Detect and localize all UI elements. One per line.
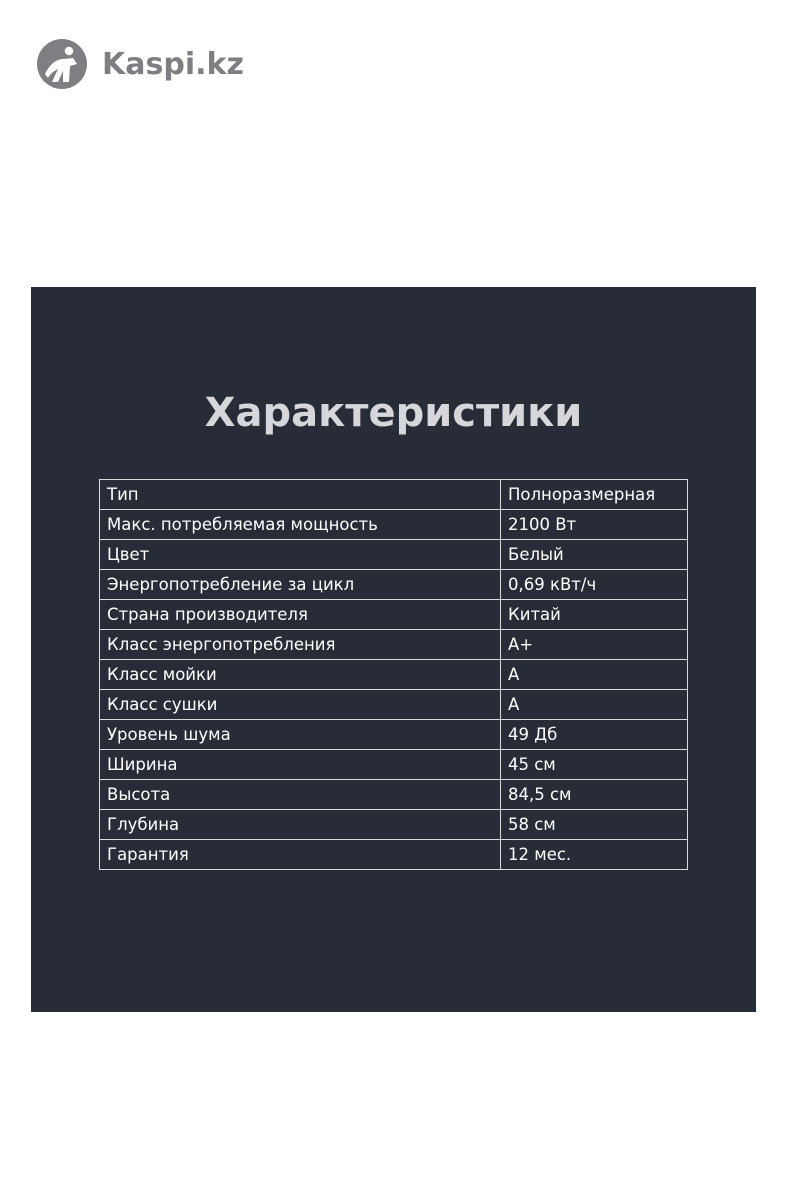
table-row [100, 600, 688, 630]
spec-value: 45 см [501, 750, 688, 780]
table-row [100, 810, 688, 840]
spec-name: Гарантия [100, 840, 501, 870]
specs-card [31, 287, 756, 1012]
kaspi-logo-icon [36, 38, 88, 90]
spec-value: Полноразмерная [501, 480, 688, 510]
spec-name: Глубина [100, 810, 501, 840]
spec-name: Класс энергопотребления [100, 630, 501, 660]
table-row [100, 630, 688, 660]
card-title: Характеристики [204, 390, 583, 436]
spec-name: Тип [100, 480, 501, 510]
brand-name: Kaspi.kz [102, 46, 244, 82]
table-row [100, 780, 688, 810]
spec-value: А [501, 660, 688, 690]
spec-value: 2100 Вт [501, 510, 688, 540]
table-row [100, 480, 688, 510]
brand-header [36, 38, 244, 90]
spec-value: А [501, 690, 688, 720]
spec-value: 49 Дб [501, 720, 688, 750]
spec-name: Макс. потребляемая мощность [100, 510, 501, 540]
table-row [100, 690, 688, 720]
table-row [100, 540, 688, 570]
spec-name: Цвет [100, 540, 501, 570]
spec-name: Класс сушки [100, 690, 501, 720]
table-row [100, 660, 688, 690]
table-row [100, 840, 688, 870]
table-row [100, 750, 688, 780]
table-row [100, 510, 688, 540]
spec-name: Энергопотребление за цикл [100, 570, 501, 600]
spec-name: Страна производителя [100, 600, 501, 630]
spec-name: Уровень шума [100, 720, 501, 750]
spec-name: Высота [100, 780, 501, 810]
spec-value: 12 мес. [501, 840, 688, 870]
specs-table [99, 479, 688, 870]
spec-value: 58 см [501, 810, 688, 840]
spec-value: А+ [501, 630, 688, 660]
spec-value: 84,5 см [501, 780, 688, 810]
spec-name: Класс мойки [100, 660, 501, 690]
spec-value: Белый [501, 540, 688, 570]
spec-name: Ширина [100, 750, 501, 780]
spec-value: 0,69 кВт/ч [501, 570, 688, 600]
table-row [100, 720, 688, 750]
table-row [100, 570, 688, 600]
spec-value: Китай [501, 600, 688, 630]
